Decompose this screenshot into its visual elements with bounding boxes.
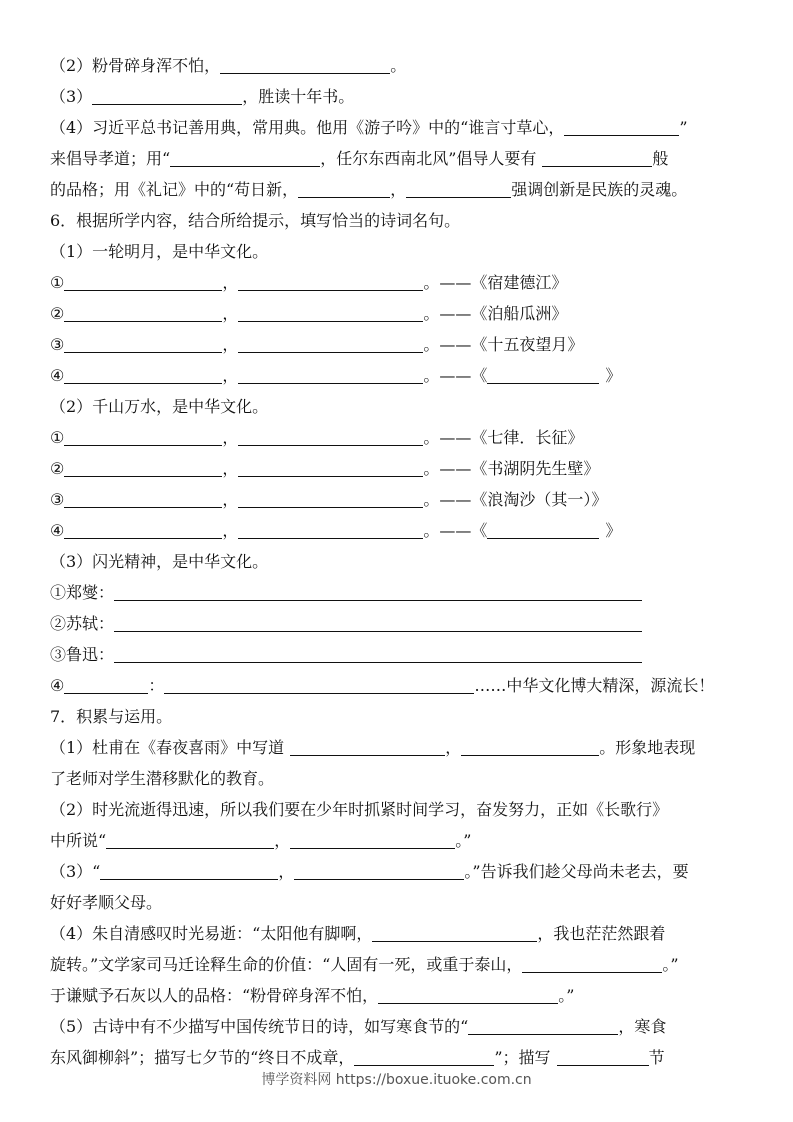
answer-blank[interactable]: [238, 460, 423, 477]
q7-p4-line-2: 旋转。”文学家司马迁诠释生命的价值：“人固有一死，或重于泰山， 。”: [50, 955, 679, 974]
answer-blank[interactable]: [238, 305, 423, 322]
q7-p2-line-1: （2）时光流逝得迅速，所以我们要在少年时抓紧时间学习，奋发努力，正如《长歌行》: [50, 800, 669, 819]
answer-blank[interactable]: [164, 677, 474, 694]
answer-blank[interactable]: [238, 367, 423, 384]
q7-p4-line-3: 于谦赋予石灰以人的品格：“粉骨碎身浑不怕， 。”: [50, 986, 575, 1005]
q6-s2-item-1: ① ， 。——《七律．长征》: [50, 428, 584, 447]
q7-p3-line-1: （3）“ ， 。”告诉我们趁父母尚未老去，要: [50, 862, 689, 881]
q6-s1-item-4: ④ ， 。——《 》: [50, 366, 622, 385]
answer-blank[interactable]: [92, 88, 242, 105]
answer-blank[interactable]: [461, 739, 599, 756]
q6-s2-item-4: ④ ， 。——《 》: [50, 521, 622, 540]
q6-s3-item-4: ④ ： ……中华文化博大精深，源流长！: [50, 676, 715, 695]
answer-blank[interactable]: [487, 367, 599, 384]
answer-blank[interactable]: [378, 987, 558, 1004]
q6-s2-item-3: ③ ， 。——《浪淘沙（其一）》: [50, 490, 608, 509]
answer-blank[interactable]: [522, 956, 662, 973]
answer-blank[interactable]: [64, 336, 222, 353]
answer-blank[interactable]: [64, 491, 222, 508]
q6-s3-title: （3）闪光精神，是中华文化。: [50, 552, 269, 571]
answer-blank[interactable]: [64, 429, 222, 446]
answer-blank[interactable]: [290, 739, 445, 756]
q5-line-5: 来倡导孝道；用“ ，任尔东西南北风”倡导人要有 般: [50, 149, 669, 168]
answer-blank[interactable]: [557, 1049, 649, 1066]
q7-p4-line-1: （4）朱自清感叹时光易逝：“太阳他有脚啊， ，我也茫茫然跟着: [50, 924, 666, 943]
q7-p5-line-2: 东风御柳斜”；描写七夕节的“终日不成章， ”；描写 节: [50, 1048, 665, 1067]
answer-blank[interactable]: [64, 305, 222, 322]
answer-blank[interactable]: [542, 150, 652, 167]
answer-blank[interactable]: [64, 522, 222, 539]
q7-p3-line-2: 好好孝顺父母。: [50, 893, 163, 912]
answer-blank[interactable]: [294, 863, 464, 880]
answer-blank[interactable]: [220, 57, 390, 74]
answer-blank[interactable]: [298, 181, 390, 198]
footer-watermark: 博学资料网 https://boxue.ituoke.com.cn: [261, 1072, 532, 1088]
answer-blank[interactable]: [100, 863, 278, 880]
answer-blank[interactable]: [238, 336, 423, 353]
answer-blank[interactable]: [238, 522, 423, 539]
q7-title: 7．积累与运用。: [50, 707, 173, 726]
answer-blank[interactable]: [354, 1049, 494, 1066]
q5-line-6: 的品格；用《礼记》中的“苟日新， ， 强调创新是民族的灵魂。: [50, 180, 688, 199]
q6-s2-item-2: ② ， 。——《书湖阴先生壁》: [50, 459, 600, 478]
q6-s3-item-3: ③鲁迅：: [50, 645, 642, 665]
answer-blank[interactable]: [170, 150, 320, 167]
q6-s1-item-1: ① ， 。——《宿建德江》: [50, 273, 568, 292]
q6-s2-title: （2）千山万水，是中华文化。: [50, 397, 269, 416]
answer-blank[interactable]: [114, 646, 642, 663]
q5-line-2: （2）粉骨碎身浑不怕， 。: [50, 56, 407, 75]
answer-blank[interactable]: [290, 832, 455, 849]
q7-p2-line-2: 中所说“ ， 。”: [50, 831, 472, 850]
q5-line-4: （4）习近平总书记善用典，常用典。他用《游子吟》中的“谁言寸草心， ”: [50, 118, 688, 137]
answer-blank[interactable]: [238, 491, 423, 508]
q7-p5-line-1: （5）古诗中有不少描写中国传统节日的诗，如写寒食节的“ ，寒食: [50, 1017, 667, 1036]
answer-blank[interactable]: [238, 274, 423, 291]
q6-s1-title: （1）一轮明月，是中华文化。: [50, 242, 269, 261]
q5-line-3: （3） ，胜读十年书。: [50, 87, 355, 106]
answer-blank[interactable]: [106, 832, 274, 849]
answer-blank[interactable]: [564, 119, 679, 136]
q7-p1-line-2: 了老师对学生潜移默化的教育。: [50, 769, 275, 788]
answer-blank[interactable]: [64, 274, 222, 291]
answer-blank[interactable]: [468, 1018, 618, 1035]
answer-blank[interactable]: [64, 460, 222, 477]
answer-blank[interactable]: [487, 522, 599, 539]
answer-blank[interactable]: [64, 677, 148, 694]
answer-blank[interactable]: [114, 584, 642, 601]
answer-blank[interactable]: [64, 367, 222, 384]
answer-blank[interactable]: [372, 925, 537, 942]
q6-s1-item-2: ② ， 。——《泊船瓜洲》: [50, 304, 568, 323]
answer-blank[interactable]: [238, 429, 423, 446]
q6-s3-item-1: ①郑燮：: [50, 583, 642, 603]
q6-title: 6．根据所学内容，结合所给提示，填写恰当的诗词名句。: [50, 211, 461, 230]
q6-s1-item-3: ③ ， 。——《十五夜望月》: [50, 335, 584, 354]
q6-s3-item-2: ②苏轼：: [50, 614, 642, 634]
q7-p1-line-1: （1）杜甫在《春夜喜雨》中写道 ， 。形象地表现: [50, 738, 696, 757]
answer-blank[interactable]: [114, 615, 642, 632]
answer-blank[interactable]: [406, 181, 511, 198]
